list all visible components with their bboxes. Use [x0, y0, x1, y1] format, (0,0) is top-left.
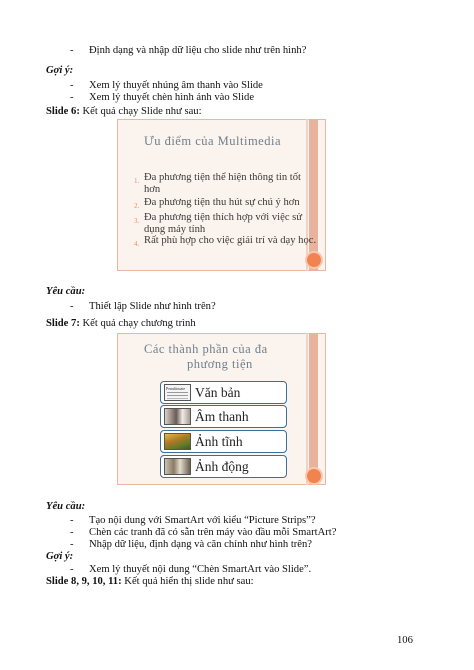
text-line: Thiết lập Slide như hình trên? — [89, 301, 216, 312]
list-item: Đa phương tiện thu hút sự chú ý hơn — [144, 197, 300, 208]
audio-thumbnail-icon — [164, 408, 191, 425]
list-item: Đa phương tiện thích hợp với việc sử — [144, 212, 303, 223]
strip-label: Ảnh tĩnh — [195, 434, 243, 449]
list-item: dụng máy tính — [144, 224, 206, 235]
hint-heading: Gợi ý: — [46, 65, 74, 76]
image-thumbnail-icon — [164, 433, 191, 450]
bullet-dash: - — [70, 301, 74, 312]
slide-caption-text: Kết quả hiển thị slide như sau: — [121, 576, 254, 587]
bullet-dash: - — [70, 92, 74, 103]
list-number: 4. — [134, 240, 140, 248]
list-item: hơn — [144, 184, 161, 195]
strip-label: Âm thanh — [195, 409, 249, 424]
video-thumbnail-icon — [164, 458, 191, 475]
bullet-dash: - — [70, 564, 74, 575]
slide-caption-text: Kết quả chạy Slide như sau: — [79, 106, 202, 117]
slide-stripe — [306, 333, 308, 485]
requirement-heading: Yêu cầu: — [46, 286, 86, 297]
slide-stripe — [309, 119, 318, 271]
slide-title: Các thành phần của đa — [144, 342, 268, 356]
strip-label: Văn bản — [195, 385, 241, 400]
picture-strip-audio — [160, 405, 287, 428]
accent-dot-icon — [307, 469, 321, 483]
text-line: Tạo nội dung với SmartArt với kiểu “Picture Strips”? — [89, 515, 316, 526]
list-number: 3. — [134, 217, 140, 225]
slide-8-11-caption — [46, 575, 254, 588]
text-line: Chèn các tranh đã có sẵn trên máy vào đầu mỗi SmartArt? — [89, 527, 337, 538]
slide-6-caption — [46, 105, 202, 118]
strip-label: Ảnh động — [195, 459, 249, 474]
picture-strip-image — [160, 430, 287, 453]
text-thumbnail-icon — [164, 384, 191, 401]
slide-stripe — [306, 119, 308, 271]
requirement-heading: Yêu cầu: — [46, 501, 86, 512]
slide-title: Ưu điểm của Multimedia — [144, 134, 281, 148]
slide-caption-text: Kết quả chạy chương trình — [79, 318, 196, 329]
list-item: Rất phù hợp cho việc giải trí và dạy học. — [144, 235, 317, 246]
slide-6-image — [117, 119, 326, 271]
slide-label: Slide 7: — [46, 318, 80, 329]
slide-7-caption — [46, 317, 196, 330]
slide-label: Slide 6: — [46, 106, 80, 117]
text-line: Xem lý thuyết nhúng âm thanh vào Slide — [89, 80, 263, 91]
bullet-dash: - — [70, 515, 74, 526]
bullet-dash: - — [70, 527, 74, 538]
text-line: Xem lý thuyết nội dung “Chèn SmartArt vào Slide”. — [89, 564, 312, 575]
text-line: Nhập dữ liệu, định dạng và căn chỉnh như hình trên? — [89, 539, 313, 550]
accent-dot-icon — [307, 253, 321, 267]
list-item: Đa phương tiện thể hiện thông tin tốt — [144, 172, 301, 183]
bullet-dash: - — [70, 45, 74, 56]
slide-stripe — [309, 333, 318, 485]
picture-strip-video — [160, 455, 287, 478]
list-number: 2. — [134, 202, 140, 210]
thumbnail-text: Penultimate — [166, 386, 186, 391]
slide-label: Slide 8, 9, 10, 11: — [46, 576, 122, 587]
slide-title: phương tiện — [187, 357, 253, 371]
text-line: Xem lý thuyết chèn hình ảnh vào Slide — [89, 92, 255, 103]
hint-heading: Gợi ý: — [46, 551, 74, 562]
bullet-dash: - — [70, 539, 74, 550]
text-line: Định dạng và nhập dữ liệu cho slide như trên hình? — [89, 45, 307, 56]
picture-strip-text — [160, 381, 287, 404]
page-number: 106 — [397, 635, 413, 646]
bullet-dash: - — [70, 80, 74, 91]
list-number: 1. — [134, 177, 140, 185]
